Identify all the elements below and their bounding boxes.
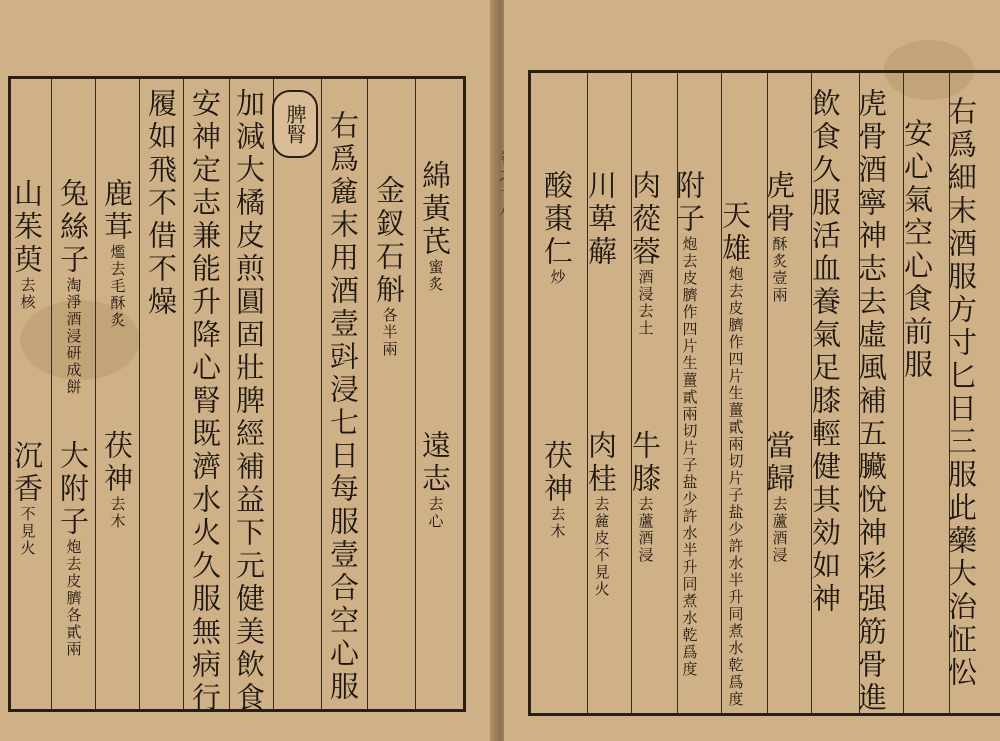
ingredient-name: 附子 [672, 170, 706, 236]
ingredient-name: 虎骨 [762, 170, 796, 236]
right-page [504, 0, 1000, 741]
ingredient-name: 天雄 [718, 200, 752, 266]
prescription-text: 履如飛不借不燥 [144, 88, 178, 319]
ingredient-note: 淘淨酒浸研成餅 [64, 277, 83, 396]
ingredient-name: 山茱萸 [10, 178, 44, 277]
right-line-10 [540, 170, 574, 286]
ingredient-note: 去麄皮不見火 [592, 496, 611, 598]
right-line-3 [854, 88, 888, 715]
right-line-1 [944, 96, 978, 690]
ingredient-name: 酸棗仁 [540, 170, 574, 269]
ingredient-name: 兔絲子 [56, 178, 90, 277]
ingredient-note: 炮去皮臍作四片生薑貳兩切片子盐少許水半升同煮水乾爲度 [680, 236, 699, 678]
spleen-kidney-seal [272, 90, 318, 158]
ingredient-note: 各半兩 [380, 307, 399, 358]
prescription-text: 飲食久服活血養氣足膝輕健其効如神 [808, 88, 842, 616]
left-line-6 [144, 88, 178, 319]
right-line-6 [718, 200, 752, 736]
left-line-9b [10, 440, 44, 557]
ingredient-note: 炮去皮臍作四片生薑貳兩切片子盐少許水半升同煮水乾爲度 [726, 266, 745, 708]
ingredient-name: 遠志 [418, 430, 452, 496]
ingredient-note: 蜜炙 [426, 259, 445, 293]
left-line-1 [418, 160, 452, 293]
ingredient-note: 去心 [426, 496, 445, 530]
left-line-5 [188, 88, 222, 715]
right-line-8 [628, 170, 662, 337]
left-line-8 [56, 178, 90, 396]
ingredient-note: 去木 [108, 496, 127, 530]
left-line-9 [10, 178, 44, 311]
prescription-text: 虎骨酒寧神志去虛風補五臟悅神彩强筋骨進 [854, 88, 888, 715]
right-line-5b [762, 430, 796, 564]
ingredient-note: 酒浸去土 [636, 269, 655, 337]
right-line-5 [762, 170, 796, 304]
right-line-2 [900, 118, 934, 382]
right-line-4 [808, 88, 842, 616]
ingredient-note: 酥炙壹兩 [770, 236, 789, 304]
ingredient-name: 牛膝 [628, 430, 662, 496]
ingredient-note: 炒 [548, 269, 567, 286]
right-line-9b [584, 430, 618, 598]
prescription-text: 安神定志兼能升降心腎既濟水火久服無病行 [188, 88, 222, 715]
ingredient-name: 綿黃芪 [418, 160, 452, 259]
right-line-7 [672, 170, 706, 706]
ingredient-name: 當歸 [762, 430, 796, 496]
seal-text: 脾腎 [283, 104, 307, 144]
left-line-2 [372, 175, 406, 358]
left-line-8b [56, 440, 90, 658]
ingredient-name: 大附子 [56, 440, 90, 539]
left-line-7b [100, 430, 134, 530]
ingredient-name: 茯神 [100, 430, 134, 496]
ingredient-note: 爁去毛酥炙 [108, 244, 127, 329]
ingredient-name: 川萆薢 [584, 170, 618, 269]
ingredient-name: 鹿茸 [100, 178, 134, 244]
ingredient-name: 肉桂 [584, 430, 618, 496]
left-line-4 [232, 88, 266, 715]
right-line-10b [540, 440, 574, 540]
ingredient-note: 去蘆酒浸 [770, 496, 789, 564]
ingredient-name: 肉蓯蓉 [628, 170, 662, 269]
ingredient-name: 金釵石斛 [372, 175, 406, 307]
ingredient-note: 去木 [548, 506, 567, 540]
ingredient-name: 沉香 [10, 440, 44, 506]
left-page [0, 0, 496, 741]
prescription-text: 加減大橘皮煎圓固壯脾經補益下元健美飲食 [232, 88, 266, 715]
ingredient-note: 不見火 [18, 506, 37, 557]
ingredient-note: 炮去皮臍各貳兩 [64, 539, 83, 658]
right-line-8b [628, 430, 662, 564]
prescription-text: 安心氣空心食前服 [900, 118, 934, 382]
ingredient-name: 茯神 [540, 440, 574, 506]
prescription-text: 右爲細末酒服方寸匕日三服此藥大治怔忪 [944, 96, 978, 690]
prescription-text: 右爲麄末用酒壹㪷浸七日每服壹合空心服 [326, 110, 360, 704]
left-line-7 [100, 178, 134, 329]
ingredient-note: 去蘆酒浸 [636, 496, 655, 564]
ingredient-note: 去核 [18, 277, 37, 311]
right-line-9 [584, 170, 618, 269]
left-line-3 [326, 110, 360, 704]
left-line-1b [418, 430, 452, 530]
